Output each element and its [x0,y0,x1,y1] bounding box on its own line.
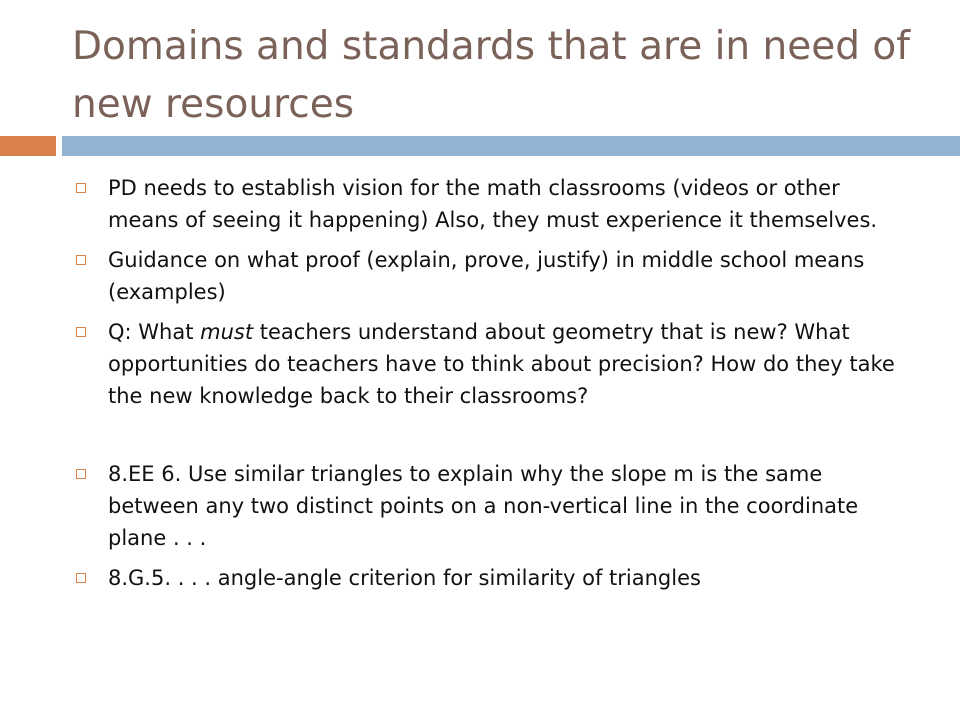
bullet-text-emphasis: must [200,320,254,344]
bullet-item-geometry-question [72,316,902,412]
square-bullet-icon [76,327,86,337]
bullet-text: PD needs to establish vision for the math classrooms (videos or other means of seeing it happening) Also, they must experience it themselves. [108,176,878,232]
square-bullet-icon [76,255,86,265]
bullet-text-suffix: teachers understand about geometry that is new? What opportunities do teachers have to think about precision? How do they take the new knowledge back to their classrooms? [108,320,895,408]
bullet-item-proof-guidance [72,244,902,308]
bullet-text: Guidance on what proof (explain, prove, justify) in middle school means (examples) [108,248,865,304]
square-bullet-icon [76,183,86,193]
square-bullet-icon [76,469,86,479]
bullet-text: 8.G.5. . . . angle-angle criterion for similarity of triangles [108,566,701,590]
bullet-text-prefix: Q: What [108,320,201,344]
bullet-item-pd-vision [72,172,902,236]
bullet-text: 8.EE 6. Use similar triangles to explain why the slope m is the same between any two distinct points on a non-vertical line in the coordinate plane . . . [108,462,859,550]
bullet-list [72,172,902,602]
bullet-item-standard-8g5 [72,562,902,594]
title-rule-bar [62,136,960,156]
slide-title: Domains and standards that are in need of new resources [72,24,910,127]
bullet-item-standard-8ee6 [72,458,902,554]
square-bullet-icon [76,573,86,583]
title-accent-bar [0,136,56,156]
